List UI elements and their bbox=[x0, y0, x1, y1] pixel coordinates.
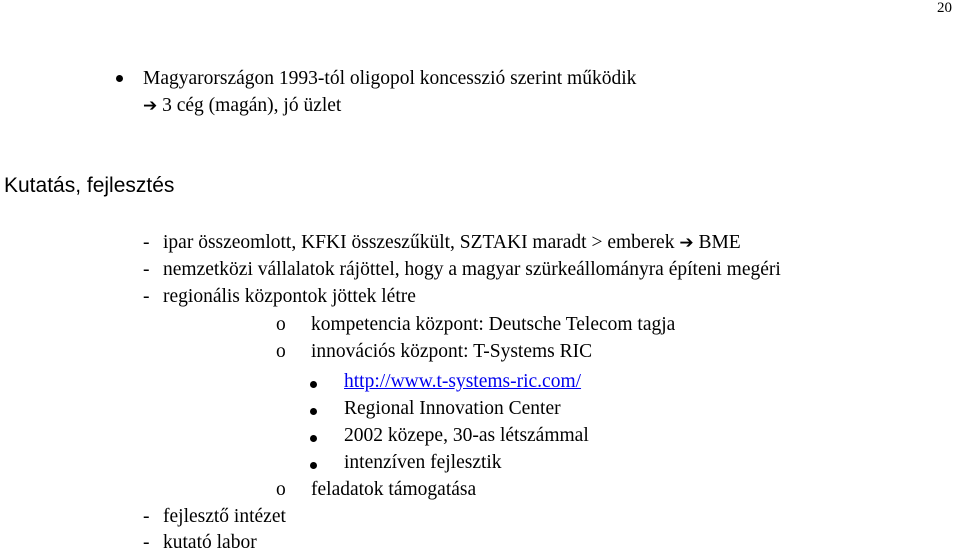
list-item-ipar-text: ipar összeomlott, KFKI összeszűkült, SZTAKI maradt > emberek bbox=[163, 232, 675, 253]
page-number: 20 bbox=[937, 0, 952, 16]
list-item-ipar bbox=[163, 230, 741, 256]
list-item-kozepe: 2002 közepe, 30-as létszámmal bbox=[344, 425, 589, 446]
list-item-fejleszto: fejlesztő intézet bbox=[163, 506, 286, 527]
arrow-right-icon: ➔ bbox=[679, 233, 694, 253]
list-item-nemzetkozi: nemzetközi vállalatok rájöttel, hogy a magyar szürkeállományra építeni megéri bbox=[163, 259, 781, 280]
dash-marker: - bbox=[143, 232, 150, 253]
bullet-dot-icon bbox=[310, 381, 317, 388]
list-item-regional: Regional Innovation Center bbox=[344, 398, 561, 419]
dash-marker: - bbox=[143, 259, 150, 280]
section-title: Kutatás, fejlesztés bbox=[4, 174, 175, 197]
list-item-intenziven: intenzíven fejlesztik bbox=[344, 452, 502, 473]
link-container bbox=[344, 369, 581, 395]
list-item-innovacios: innovációs központ: T-Systems RIC bbox=[311, 341, 593, 362]
dash-marker: - bbox=[143, 506, 150, 527]
list-item-ipar-tail: BME bbox=[698, 232, 741, 253]
list-item-regionalis: regionális központok jöttek létre bbox=[163, 286, 416, 307]
intro-line-2 bbox=[143, 93, 341, 119]
t-systems-link[interactable]: http://www.t-systems-ric.com/ bbox=[344, 371, 582, 392]
bullet-dot-icon bbox=[310, 435, 317, 442]
arrow-right-icon: ➔ bbox=[143, 96, 158, 116]
intro-line-2-text: 3 cég (magán), jó üzlet bbox=[162, 95, 342, 116]
o-marker: o bbox=[276, 314, 286, 335]
dash-marker: - bbox=[143, 286, 150, 307]
intro-line-1: Magyarországon 1993-tól oligopol koncesszió szerint működik bbox=[143, 68, 637, 89]
bullet-dot-icon bbox=[310, 408, 317, 415]
bullet-dot-icon bbox=[310, 462, 317, 469]
bullet-dot-icon bbox=[116, 75, 123, 82]
o-marker: o bbox=[276, 341, 286, 362]
list-item-kutato: kutató labor bbox=[163, 532, 257, 553]
o-marker: o bbox=[276, 479, 286, 500]
dash-marker: - bbox=[143, 532, 150, 553]
list-item-feladatok: feladatok támogatása bbox=[311, 479, 477, 500]
list-item-kompetencia: kompetencia központ: Deutsche Telecom tagja bbox=[311, 314, 676, 335]
